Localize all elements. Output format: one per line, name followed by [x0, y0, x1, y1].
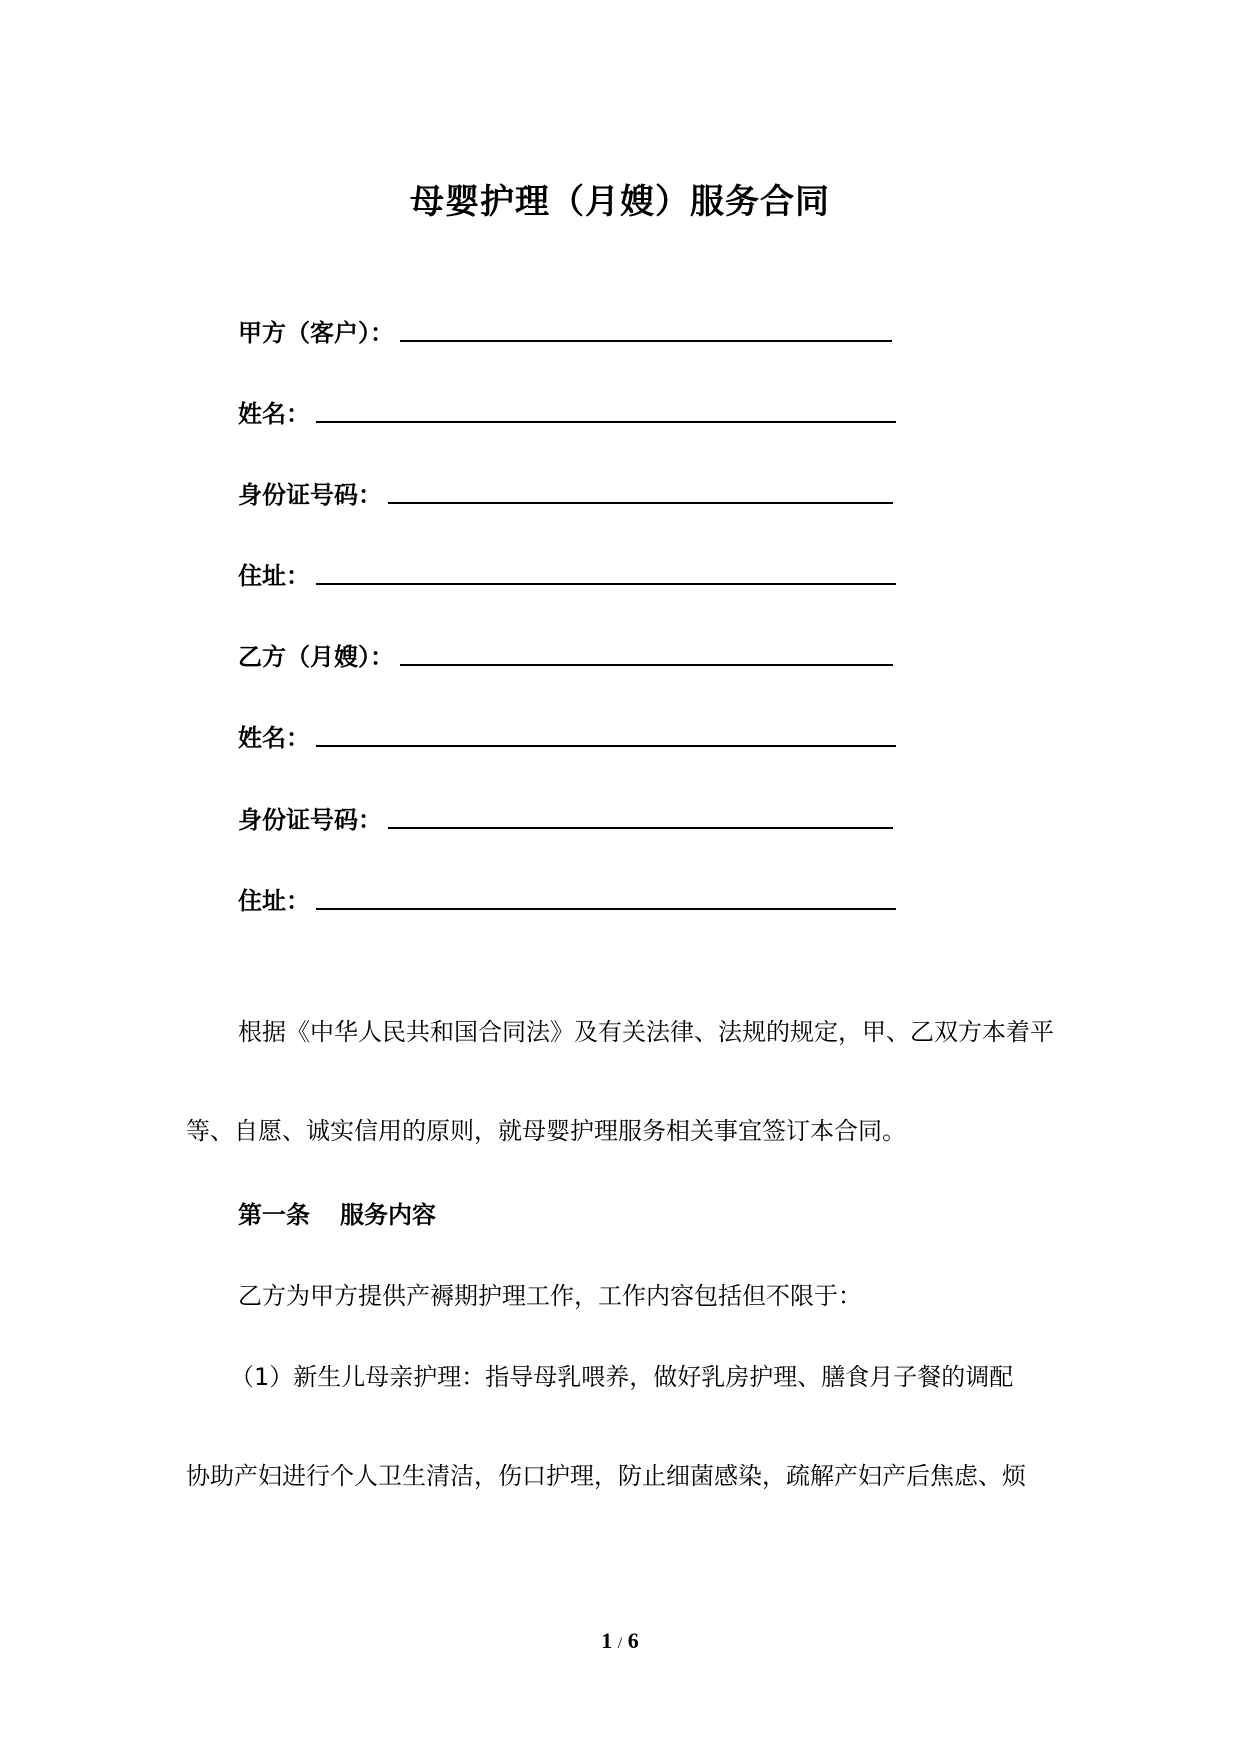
party-b-address-label: 住址： — [238, 887, 310, 915]
party-b-id-label: 身份证号码： — [238, 806, 382, 834]
party-b-name-blank — [316, 745, 896, 747]
party-b-label: 乙方（月嫂）： — [238, 643, 394, 671]
article-1-title: 服务内容 — [340, 1201, 436, 1229]
page-separator: / — [617, 1635, 623, 1652]
party-a-address-blank — [316, 583, 896, 585]
party-a-name-field — [238, 394, 896, 429]
page-total: 6 — [627, 1628, 639, 1653]
article-1-heading — [238, 1195, 436, 1230]
party-b-address-blank — [316, 908, 896, 910]
page-current: 1 — [601, 1628, 613, 1653]
party-a-id-blank — [388, 502, 893, 504]
party-a-id-label: 身份证号码： — [238, 481, 382, 509]
page-number — [0, 1628, 1240, 1654]
party-a-id-field — [238, 475, 893, 510]
item-1-line-1: （1）新生儿母亲护理：指导母乳喂养，做好乳房护理、膳食月子餐的调配 — [230, 1363, 1014, 1391]
party-b-name-field — [238, 718, 896, 753]
party-a-address-label: 住址： — [238, 562, 310, 590]
intro-line-2: 等、自愿、诚实信用的原则，就母婴护理服务相关事宜签订本合同。 — [186, 1117, 906, 1145]
party-b-blank — [400, 664, 893, 666]
party-b-field — [238, 637, 893, 672]
party-a-blank — [400, 340, 892, 342]
intro-line-1: 根据《中华人民共和国合同法》及有关法律、法规的规定，甲、乙双方本着平 — [238, 1018, 1054, 1046]
party-a-name-label: 姓名： — [238, 400, 310, 428]
party-a-name-blank — [316, 421, 896, 423]
party-b-id-blank — [388, 827, 893, 829]
party-a-address-field — [238, 556, 896, 591]
article-1-number: 第一条 — [238, 1201, 310, 1229]
article-1-intro: 乙方为甲方提供产褥期护理工作，工作内容包括但不限于： — [238, 1282, 862, 1310]
party-b-name-label: 姓名： — [238, 724, 310, 752]
item-1-line-2: 协助产妇进行个人卫生清洁，伤口护理，防止细菌感染，疏解产妇产后焦虑、烦 — [186, 1462, 1026, 1490]
party-b-id-field — [238, 800, 893, 835]
party-a-label: 甲方（客户）： — [238, 319, 394, 347]
contract-title: 母婴护理（月嫂）服务合同 — [410, 182, 830, 222]
party-b-address-field — [238, 881, 896, 916]
party-a-field — [238, 313, 892, 348]
